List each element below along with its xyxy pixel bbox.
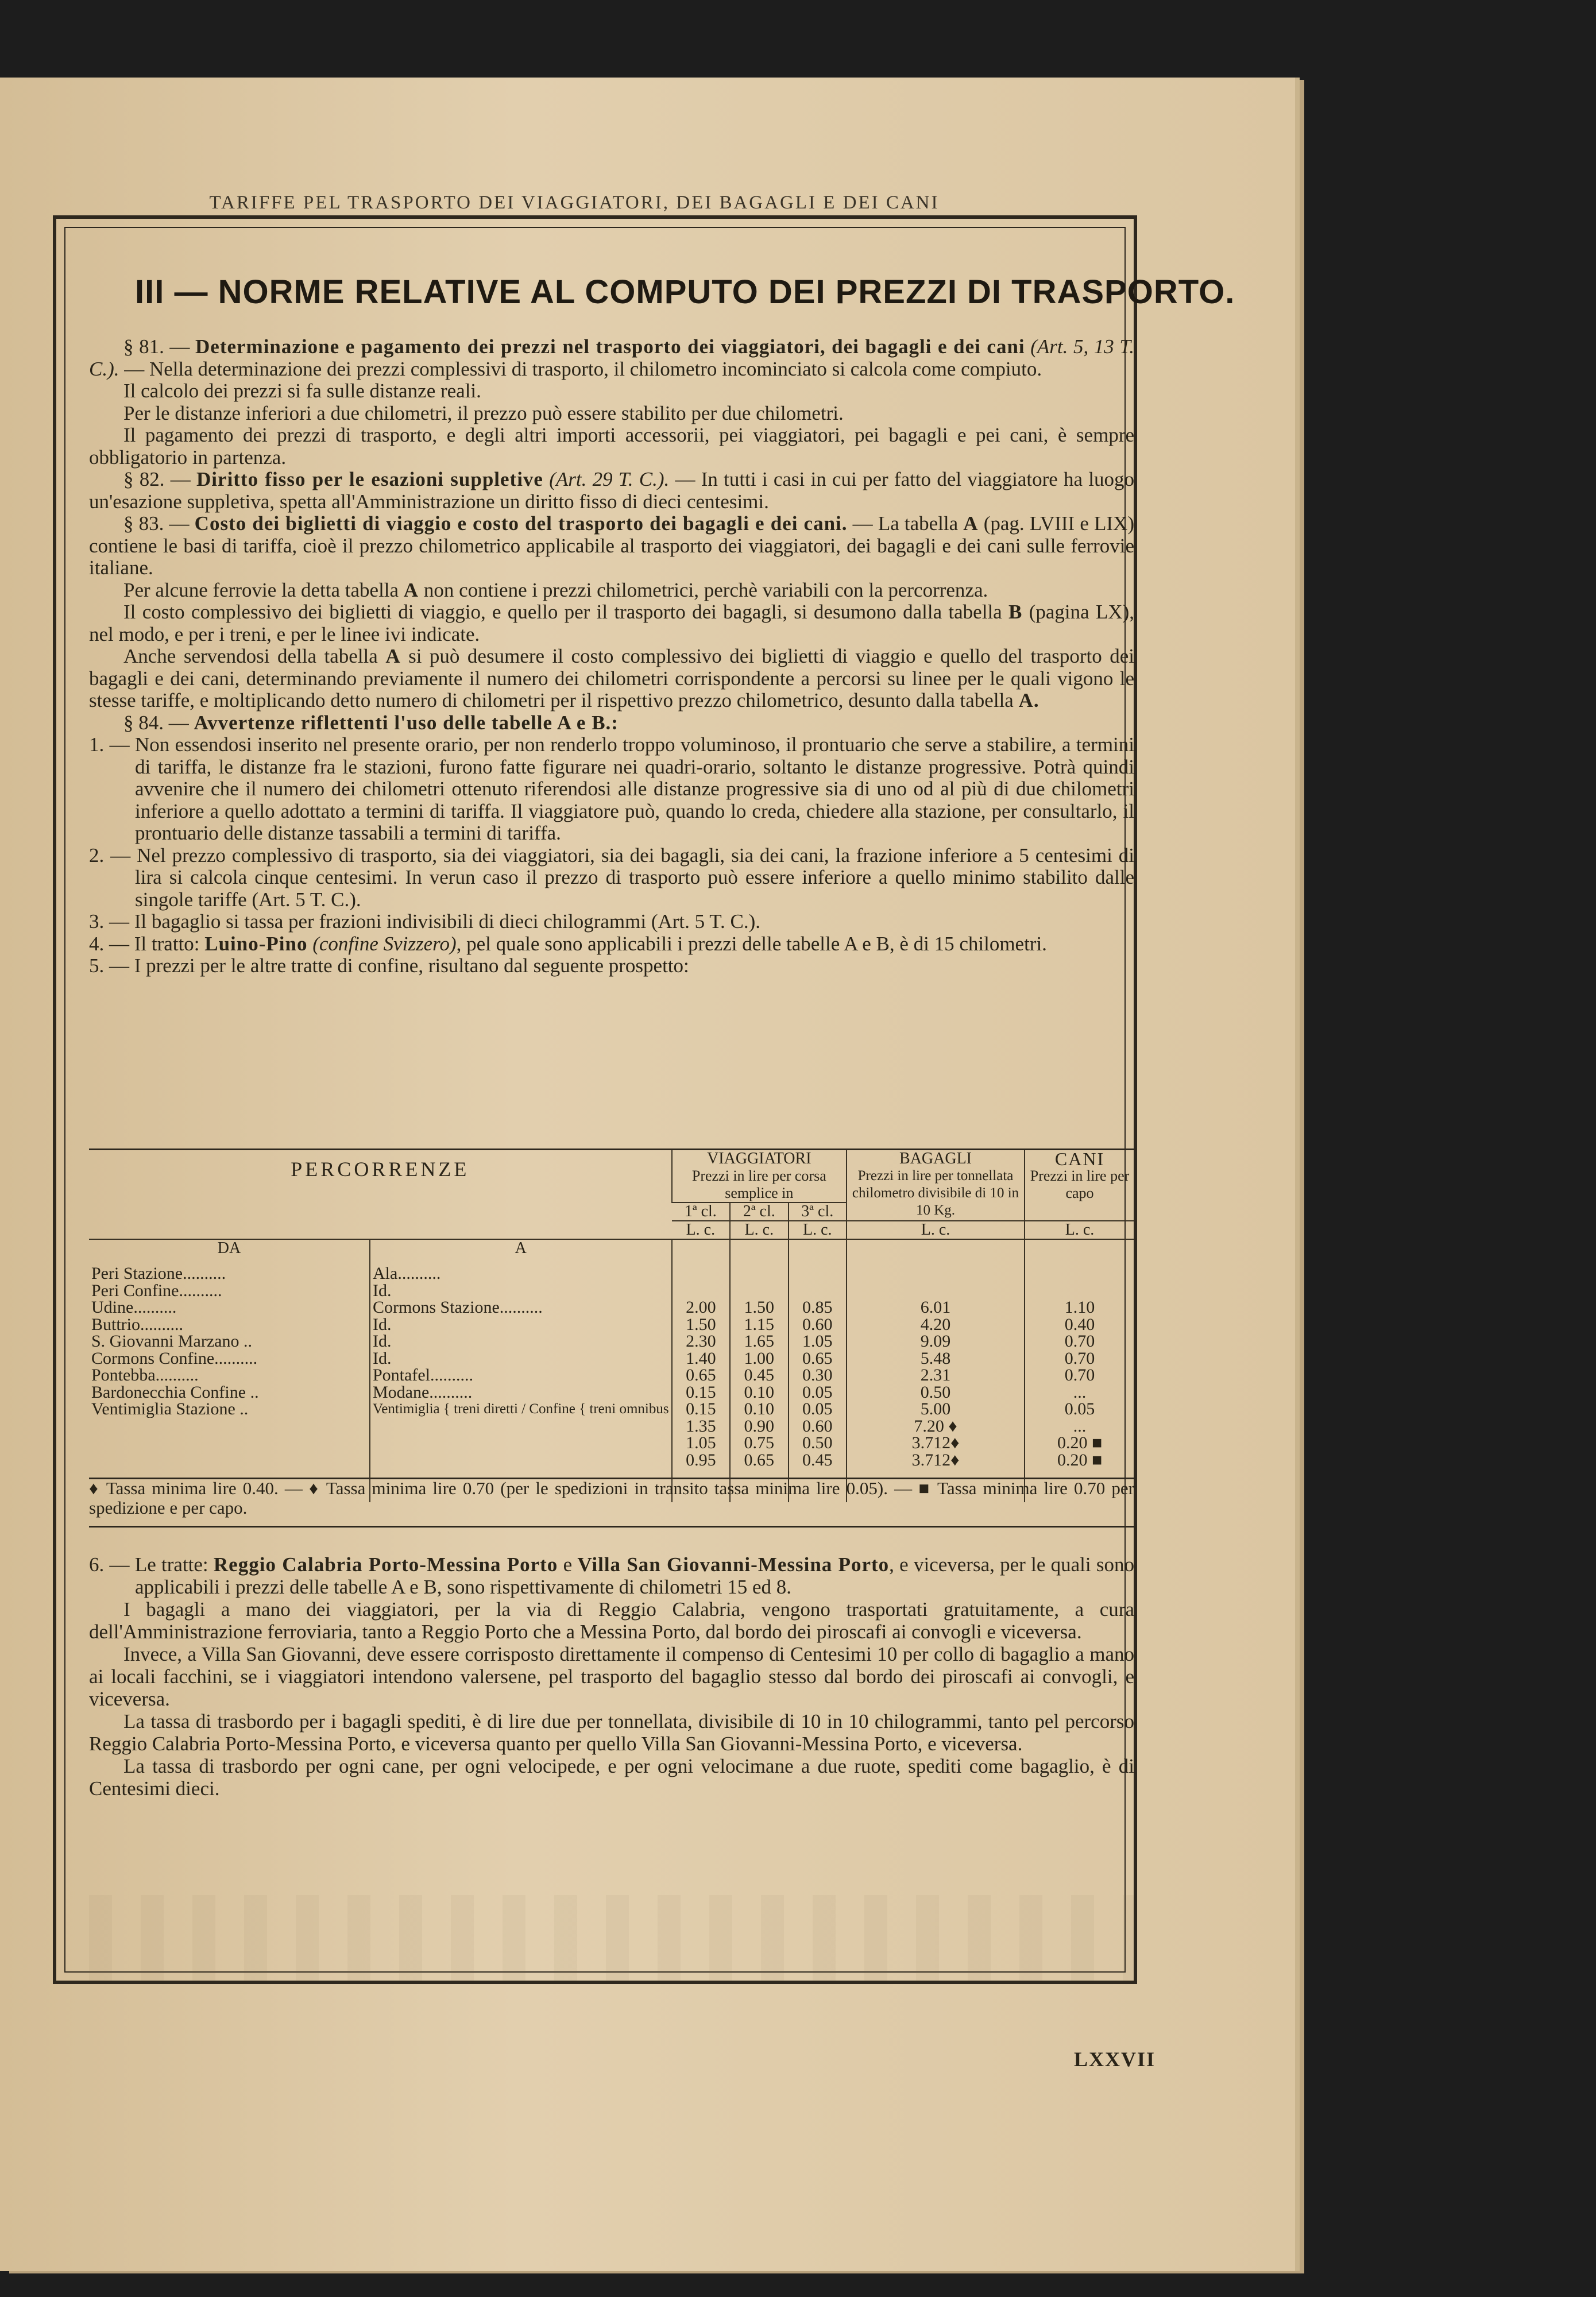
- class-2-column: 1.50 1.15 1.65 1.00 0.45 0.10 0.10 0.90 0.75 0.65: [730, 1257, 788, 1502]
- unit-label: L. c.: [672, 1221, 730, 1239]
- main-text: [89, 336, 1134, 977]
- list-item-2: 2. — Nel prezzo complessivo di trasporto, sia dei viaggiatori, sia dei bagagli, sia dei cani, la frazione inferiore a 5 centesimi di lira si calcola cinque centesimi. In verun caso il prezzo di trasporto può essere inferiore a quello minimo stabilito dalle singole tariffe (Art. 5 T. C.).: [89, 844, 1135, 911]
- para-81-2: Il calcolo dei prezzi si fa sulle distanze reali.: [123, 380, 481, 402]
- bagagli-column: 6.01 4.20 9.09 5.48 2.31 0.50 5.00 7.20 ♦ 3.712♦ 3.712♦: [847, 1257, 1025, 1502]
- show-through: [89, 1895, 1134, 1981]
- da-header: DA: [89, 1239, 370, 1257]
- class-1-column: 2.00 1.50 2.30 1.40 0.65 0.15 0.15 1.35 1.05 0.95: [672, 1257, 730, 1502]
- para-bagagli-mano: I bagagli a mano dei viaggiatori, per la via di Reggio Calabria, vengono trasportati gratuitamente, a cura dell'Amministrazione ferroviaria, tanto a Reggio Porto che a Messina Porto, dal bordo dei piroscafi ai convogli e viceversa.: [89, 1598, 1134, 1643]
- da-column: Peri Stazione.......... Peri Confine.......... Udine.......... Buttrio.......... S. Giovanni Marzano .. Cormons Confine.......... Pontebba.......... Bardonecchia Confine .. Ventimiglia Stazione ..: [91, 1265, 259, 1418]
- class-1-header: 1ª cl.: [672, 1202, 730, 1221]
- para-villa-san-giovanni: Invece, a Villa San Giovanni, deve essere corrisposto direttamente il compenso di Centesimi 10 per collo di bagaglio a mano ai locali facchini, se i viaggiatori intendono valersene, pel trasporto del bagaglio stesso dal bordo dei piroscafi ai convogli, e viceversa.: [89, 1643, 1134, 1710]
- running-head: TARIFFE PEL TRASPORTO DEI VIAGGIATORI, DEI BAGAGLI E DEI CANI: [209, 192, 940, 213]
- viaggiatori-header: VIAGGIATORI Prezzi in lire per corsa semplice in: [672, 1150, 847, 1202]
- cani-header: CANI Prezzi in lire per capo: [1025, 1150, 1134, 1221]
- list-item-3: 3. — Il bagaglio si tassa per frazioni indivisibili di dieci chilogrammi (Art. 5 T. C.).: [89, 910, 761, 933]
- para-82: § 82. — Diritto fisso per le esazioni suppletive (Art. 29 T. C.). — In tutti i casi in cui per fatto del viaggiatore ha luogo un'esazione suppletiva, spetta all'Amministrazione un diritto fisso di dieci centesimi.: [89, 468, 1135, 513]
- list-item-1: 1. — Non essendosi inserito nel presente orario, per non renderlo troppo voluminoso, il prontuario che serve a stabilire, a termini di tariffa, le distanze fra le stazioni, furono fatte figurare nei quadri-orario, soltanto le distanze progressive. Potrà quindi avvenire che il numero dei chilometri ottenuto riferendosi alle distanze progressive sia di uno od al più di due chilometri inferiore a quello adottato a termini di tariffa. Il viaggiatore può, quando lo creda, chiedere alla stazione, per consultarlo, il prontuario delle distanze tassabili a termini di tariffa.: [89, 733, 1134, 844]
- section-title: III — NORME RELATIVE AL COMPUTO DEI PREZZI DI TRASPORTO.: [135, 273, 1235, 311]
- para-81-3: Per le distanze inferiori a due chilometri, il prezzo può essere stabilito per due chilometri.: [123, 401, 844, 424]
- class-3-column: 0.85 0.60 1.05 0.65 0.30 0.05 0.05 0.60 0.50 0.45: [789, 1257, 847, 1502]
- para-83-3: Il costo complessivo dei biglietti di viaggio, e quello per il trasporto dei bagagli, si desumono dalla tabella B (pagina LX), nel modo, e per i treni, e per le linee ivi indicate.: [89, 601, 1135, 645]
- unit-label: L. c.: [1025, 1221, 1134, 1239]
- para-tassa-cani: La tassa di trasbordo per ogni cane, per ogni velocipede, e per ogni velocimane a due ruote, spediti come bagaglio, è di Centesimi dieci.: [89, 1755, 1134, 1800]
- para-81: § 81. — Determinazione e pagamento dei prezzi nel trasporto dei viaggiatori, dei bagagli e dei cani (Art. 5, 13 T. C.). — Nella determinazione dei prezzi complessivi di trasporto, il chilometro incominciato si calcola come compiuto.: [89, 335, 1135, 380]
- cani-column: 1.10 0.40 0.70 0.70 0.70 ... 0.05 ... 0.20 ■ 0.20 ■: [1025, 1257, 1134, 1502]
- fare-table: [89, 1148, 1134, 1479]
- list-item-4: 4. — Il tratto: Luino-Pino (confine Svizzero), pel quale sono applicabili i prezzi delle tabelle A e B, è di 15 chilometri.: [89, 932, 1047, 955]
- para-83-4: Anche servendosi della tabella A si può desumere il costo complessivo dei biglietti di viaggio e quello del trasporto dei bagagli e dei cani, determinando previamente il numero dei chilometri corrispondente a percorsi su linee per le quali vigono le stesse tariffe, e moltiplicando detto numero di chilometri per il rispettivo prezzo chilometrico, desunto dalla tabella A.: [89, 645, 1135, 711]
- unit-label: L. c.: [847, 1221, 1025, 1239]
- table-footnote: ♦ Tassa minima lire 0.40. — ♦ Tassa minima lire 0.70 (per le spedizioni in transito tassa minima lire 0.05). — ■ Tassa minima lire 0.70 per spedizione e per capo.: [89, 1479, 1134, 1528]
- class-2-header: 2ª cl.: [730, 1202, 788, 1221]
- para-83-2: Per alcune ferrovie la detta tabella A non contiene i prezzi chilometrici, perchè variabili con la percorrenza.: [123, 578, 988, 601]
- list-item-5: 5. — I prezzi per le altre tratte di confine, risultano dal seguente prospetto:: [89, 954, 689, 977]
- percorrenze-header: PERCORRENZE: [291, 1158, 470, 1181]
- para-tassa-trasbordo: La tassa di trasbordo per i bagagli spediti, è di lire due per tonnellata, divisibile di 10 in 10 chilogrammi, tanto pel percorso Reggio Calabria Porto-Messina Porto, e viceversa quanto per quello Villa San Giovanni-Messina Porto, e viceversa.: [89, 1710, 1134, 1755]
- bagagli-header: BAGAGLI Prezzi in lire per tonnellata chilometro divisibile di 10 in 10 Kg.: [847, 1150, 1025, 1221]
- class-3-header: 3ª cl.: [789, 1202, 847, 1221]
- list-item-6: 6. — Le tratte: Reggio Calabria Porto-Messina Porto e Villa San Giovanni-Messina Porto, e viceversa, per le quali sono applicabili i prezzi delle tabelle A e B, sono rispettivamente di chilometri 15 ed 8.: [89, 1553, 1135, 1598]
- unit-label: L. c.: [789, 1221, 847, 1239]
- para-84: § 84. — Avvertenze riflettenti l'uso delle tabelle A e B.:: [123, 711, 619, 734]
- para-81-4: Il pagamento dei prezzi di trasporto, e degli altri importi accessorii, pei viaggiatori, pei bagagli e pei cani, è sempre obbligatorio in partenza.: [89, 424, 1134, 469]
- a-column: Ala.......... Id. Cormons Stazione.......... Id. Id. Id. Pontafel.......... Modane.......... Ventimiglia { treni diretti / Confine { treni omnibus: [370, 1257, 672, 1502]
- para-83: § 83. — Costo dei biglietti di viaggio e costo del trasporto dei bagagli e dei cani. — La tabella A (pag. LVIII e LIX) contiene le basi di tariffa, cioè il prezzo chilometrico applicabile al trasporto dei viaggiatori, dei bagagli e dei cani sulle ferrovie italiane.: [89, 512, 1134, 579]
- a-header: A: [370, 1239, 672, 1257]
- main-text-continued: [89, 1553, 1134, 1800]
- unit-label: L. c.: [730, 1221, 788, 1239]
- page-number: LXXVII: [1074, 2048, 1156, 2071]
